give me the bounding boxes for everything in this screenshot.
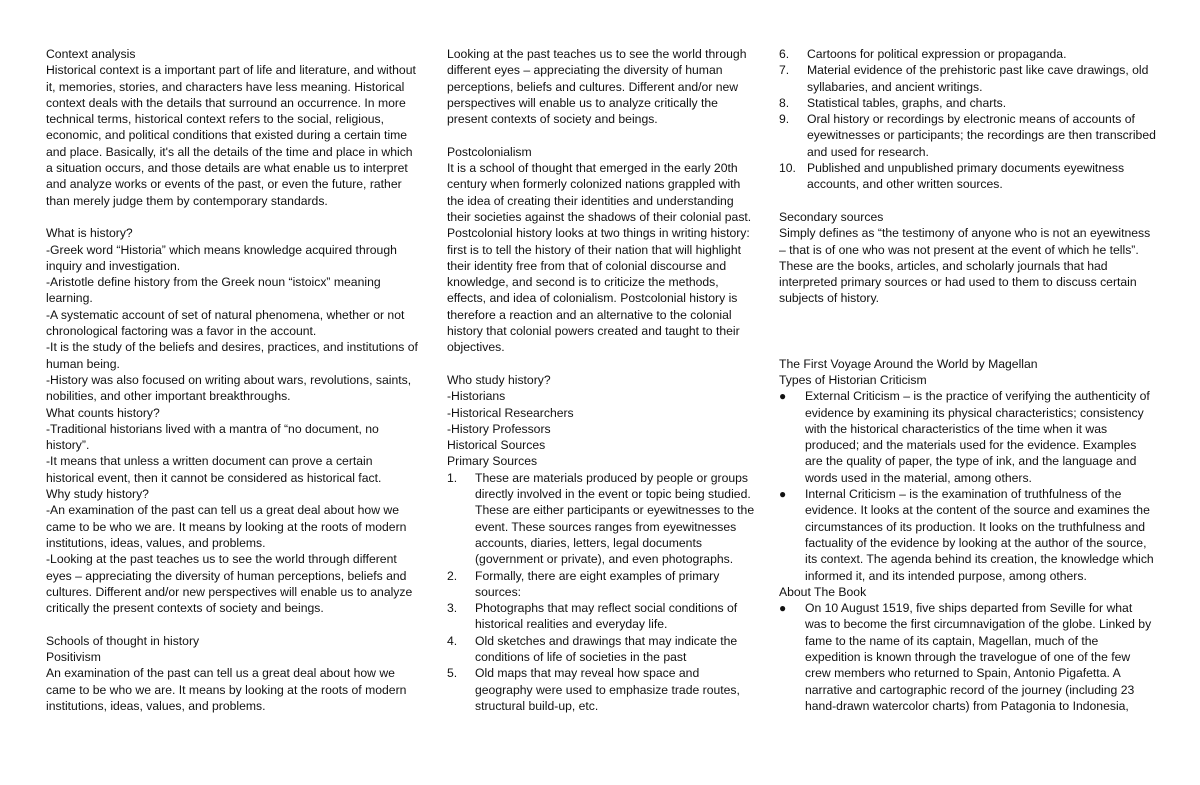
list-text: Cartoons for political expression or propaganda. bbox=[807, 47, 1067, 61]
list-text: Formally, there are eight examples of primary sources: bbox=[475, 568, 720, 599]
who-study-line: -History Professors bbox=[447, 421, 551, 436]
why-study-heading: Why study history? bbox=[46, 487, 149, 502]
who-study-line: -Historians bbox=[447, 389, 506, 404]
list-text: Old sketches and drawings that may indicate the conditions of life of societies in the past bbox=[475, 633, 738, 664]
list-item bbox=[779, 160, 1157, 193]
schools-heading: Schools of thought in history bbox=[46, 633, 200, 648]
list-item bbox=[779, 111, 1157, 160]
about-list bbox=[779, 600, 1157, 714]
why-study-line: -Looking at the past teaches us to see the world through different eyes – appreciating the diversity of human perceptions, beliefs and cultures. Different and/or new perspectives will enable us to analyze critically the present contexts of society and beings. bbox=[46, 552, 413, 616]
historical-sources-heading: Historical Sources bbox=[447, 438, 546, 453]
list-text: Photographs that may reflect social conditions of historical realities and everyday life. bbox=[475, 601, 738, 632]
list-item bbox=[779, 600, 1157, 714]
column-1 bbox=[46, 46, 418, 714]
bullet-icon: ● bbox=[779, 389, 787, 404]
list-number: 3. bbox=[447, 601, 458, 616]
primary-sources-list-continued bbox=[779, 46, 1157, 193]
what-is-history-heading: What is history? bbox=[46, 226, 133, 241]
context-heading: Context analysis bbox=[46, 47, 136, 61]
context-body: Historical context is a important part of life and literature, and without it, memories, stories, and characters have less meaning. Historical context deals with the details that surround an occurrence. In more technical terms, historical context refers to the social, religious, economic, and political conditions that existed during a certain time and place. Basically, it's all the details of the time and place in which a situation occurs, and those details are what enable us to interpret and analyze works or events of the past, or even the future, rather than merely judge them by contemporary standards. bbox=[46, 63, 416, 208]
list-text: These are materials produced by people or groups directly involved in the event or topic being studied. These are either participants or eyewitnesses to the event. These sources ranges from eyewitnesses accounts, diaries, letters, legal documents (government or private), and even photographs. bbox=[475, 470, 755, 567]
list-number: 10. bbox=[779, 161, 796, 176]
list-text: Statistical tables, graphs, and charts. bbox=[807, 95, 1007, 110]
list-number: 5. bbox=[447, 666, 458, 681]
criticism-list bbox=[779, 388, 1157, 584]
list-text: Internal Criticism – is the examination of truthfulness of the evidence. It looks at the content of the source and examines the circumstances of its production. It looks on the truthfulness and factuality of the evidence by looking at the author of the source, its context. The agenda behind its creation, the knowledge which informed it, and its intended purpose, among others. bbox=[805, 487, 1154, 583]
list-text: External Criticism – is the practice of verifying the authenticity of evidence by examining its physical characteristics; consistency with the historical characteristics of the time when it was produced; and the materials used for the evidence. Examples are the quality of paper, the type of ink, and the language and words used in the material, among others. bbox=[805, 389, 1150, 485]
bullet-icon: ● bbox=[779, 601, 787, 616]
secondary-heading: Secondary sources bbox=[779, 209, 884, 224]
postcolonialism-body: It is a school of thought that emerged in the early 20th century when formerly colonized nations grappled with the idea of creating their identities and understanding their societies against the shadows of their colonial past. Postcolonial history looks at two things in writing history: first is to tell the history of their nation that will highlight their identity free from that of colonial discourse and knowledge, and second is to criticize the methods, effects, and idea of colonialism. Postcolonial history is therefore a reaction and an alternative to the colonial history that colonial powers created and taught to their objectives. bbox=[447, 161, 752, 355]
list-text: Oral history or recordings by electronic means of accounts of eyewitnesses or participants; the recordings are then transcribed and used for research. bbox=[807, 112, 1156, 159]
column-3 bbox=[779, 46, 1157, 714]
bullet-icon: ● bbox=[779, 487, 787, 502]
why-study-line: -An examination of the past can tell us a great deal about how we came to be who we are. It means by looking at the roots of modern institutions, ideas, values, and problems. bbox=[46, 503, 407, 550]
list-text: Published and unpublished primary documents eyewitness accounts, and other written sources. bbox=[807, 161, 1125, 192]
what-is-history-line: -Aristotle define history from the Greek noun “istoicx” meaning learning. bbox=[46, 275, 381, 306]
list-item bbox=[779, 486, 1157, 584]
list-number: 7. bbox=[779, 63, 790, 78]
column-2 bbox=[447, 46, 755, 714]
voyage-heading: The First Voyage Around the World by Magellan bbox=[779, 356, 1038, 371]
looking-body: Looking at the past teaches us to see the world through different eyes – appreciating the diversity of human perceptions, beliefs and cultures. Different and/or new perspectives will enable us to analyze critically the present contexts of society and beings. bbox=[447, 47, 747, 127]
list-number: 4. bbox=[447, 633, 458, 648]
what-counts-line: -Traditional historians lived with a mantra of “no document, no history”. bbox=[46, 421, 379, 453]
what-is-history-line: -It is the study of the beliefs and desires, practices, and institutions of human being. bbox=[46, 340, 418, 371]
list-item bbox=[779, 62, 1157, 95]
what-counts-heading: What counts history? bbox=[46, 405, 160, 420]
list-item bbox=[447, 470, 755, 568]
positivism-heading: Positivism bbox=[46, 649, 101, 664]
list-item bbox=[779, 46, 1157, 62]
who-study-line: -Historical Researchers bbox=[447, 405, 574, 420]
list-item bbox=[447, 633, 755, 666]
list-item bbox=[447, 600, 755, 633]
what-counts-line: -It means that unless a written document can prove a certain historical event, then it cannot be considered as historical fact. bbox=[46, 454, 382, 485]
list-text: Material evidence of the prehistoric past like cave drawings, old syllabaries, and ancient writings. bbox=[807, 63, 1149, 94]
what-is-history-line: -Greek word “Historia” which means knowledge acquired through inquiry and investigation. bbox=[46, 242, 397, 273]
list-text: On 10 August 1519, five ships departed from Seville for what was to become the first circumnavigation of the globe. Linked by fame to the name of its captain, Magellan, much of the expedition is known through the travelogue of one of the few crew members who returned to Spain, Antonio Pigafetta. A narrative and cartographic record of the journey (including 23 hand-drawn watercolor charts) from Patagonia to Indonesia, bbox=[805, 601, 1152, 713]
list-item bbox=[779, 95, 1157, 111]
positivism-body: An examination of the past can tell us a great deal about how we came to be who we are. It means by looking at the roots of modern institutions, ideas, values, and problems. bbox=[46, 666, 407, 713]
list-item bbox=[447, 568, 755, 601]
list-number: 9. bbox=[779, 112, 790, 127]
list-number: 2. bbox=[447, 568, 458, 583]
list-item bbox=[447, 665, 755, 714]
about-heading: About The Book bbox=[779, 584, 867, 599]
primary-sources-list bbox=[447, 470, 755, 714]
list-number: 6. bbox=[779, 47, 790, 61]
list-item bbox=[779, 388, 1157, 486]
list-text: Old maps that may reveal how space and geography were used to emphasize trade routes, structural build-up, etc. bbox=[475, 666, 740, 713]
postcolonialism-heading: Postcolonialism bbox=[447, 144, 532, 159]
primary-sources-heading: Primary Sources bbox=[447, 454, 538, 469]
secondary-body: Simply defines as “the testimony of anyone who is not an eyewitness – that is of one who was not present at the event of which he tells”. These are the books, articles, and scholarly journals that had interpreted primary sources or had used to them to discuss certain subjects of history. bbox=[779, 226, 1151, 306]
criticism-heading: Types of Historian Criticism bbox=[779, 372, 927, 387]
list-number: 8. bbox=[779, 95, 790, 110]
who-study-heading: Who study history? bbox=[447, 372, 551, 387]
what-is-history-line: -A systematic account of set of natural phenomena, whether or not chronological factoring was a favor in the account. bbox=[46, 307, 405, 339]
what-is-history-line: -History was also focused on writing about wars, revolutions, saints, nobilities, and other important breakthroughs. bbox=[46, 372, 412, 404]
list-number: 1. bbox=[447, 470, 458, 485]
